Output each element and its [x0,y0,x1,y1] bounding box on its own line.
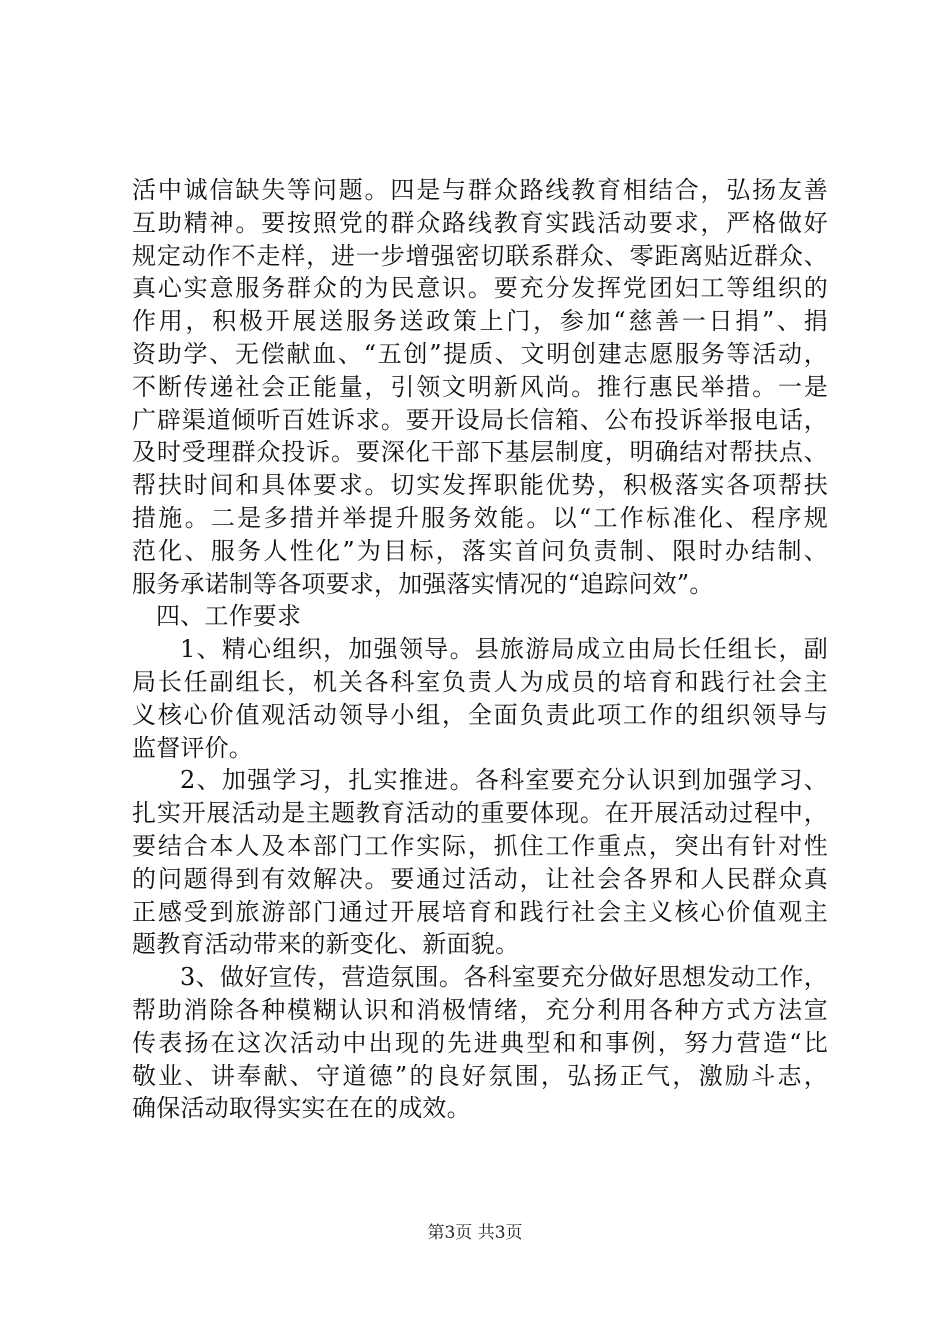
text-line: 不断传递社会正能量，引领文明新风尚。推行惠民举措。一是 [132,372,828,401]
text-line: 义核心价值观活动领导小组，全面负责此项工作的组织领导与 [132,700,828,729]
text-line: 帮助消除各种模糊认识和消极情绪，充分利用各种方式方法宣 [132,995,828,1024]
text-line: 及时受理群众投诉。要深化干部下基层制度，明确结对帮扶点、 [132,438,828,467]
text-line: 范化、服务人性化”为目标，落实首问负责制、限时办结制、 [132,536,828,565]
text-line: 2、加强学习，扎实推进。各科室要充分认识到加强学习、 [180,766,828,795]
body-text [132,174,828,1125]
text-line: 监督评价。 [132,733,253,762]
text-line: 传表扬在这次活动中出现的先进典型和和事例，努力营造“比 [132,1028,828,1057]
text-line: 要结合本人及本部门工作实际，抓住工作重点，突出有针对性 [132,831,828,860]
text-line: 的问题得到有效解决。要通过活动，让社会各界和人民群众真 [132,864,828,893]
text-line: 活中诚信缺失等问题。四是与群众路线教育相结合，弘扬友善 [132,176,828,204]
text-line: 服务承诺制等各项要求，加强落实情况的“追踪问效”。 [132,569,714,598]
text-line: 互助精神。要按照党的群众路线教育实践活动要求，严格做好 [132,208,828,237]
text-line: 广辟渠道倾听百姓诉求。要开设局长信箱、公布投诉举报电话， [132,405,828,434]
text-line: 正感受到旅游部门通过开展培育和践行社会主义核心价值观主 [132,897,828,926]
text-line: 1、精心组织，加强领导。县旅游局成立由局长任组长，副 [180,635,828,664]
text-line: 确保活动取得实实在在的成效。 [132,1094,471,1123]
text-line: 作用，积极开展送服务送政策上门，参加“慈善一日捐”、捐 [132,307,828,336]
text-line: 题教育活动带来的新变化、新面貌。 [132,930,520,959]
section-heading: 四、工作要求 [156,602,302,631]
text-line: 真心实意服务群众的为民意识。要充分发挥党团妇工等组织的 [132,274,828,303]
text-line: 规定动作不走样，进一步增强密切联系群众、零距离贴近群众、 [132,241,828,270]
text-line: 扎实开展活动是主题教育活动的重要体现。在开展活动过程中， [132,799,828,828]
text-line: 帮扶时间和具体要求。切实发挥职能优势，积极落实各项帮扶 [132,471,828,500]
page-number: 第3页 共3页 [427,1223,523,1243]
text-line: 敬业、讲奉献、守道德”的良好氛围，弘扬正气，激励斗志， [132,1061,828,1090]
text-line: 措施。二是多措并举提升服务效能。以“工作标准化、程序规 [132,503,828,532]
text-line: 3、做好宣传，营造氛围。各科室要充分做好思想发动工作， [180,963,828,992]
text-line: 局长任副组长，机关各科室负责人为成员的培育和践行社会主 [132,667,828,696]
text-line: 资助学、无偿献血、“五创”提质、文明创建志愿服务等活动， [132,339,828,368]
